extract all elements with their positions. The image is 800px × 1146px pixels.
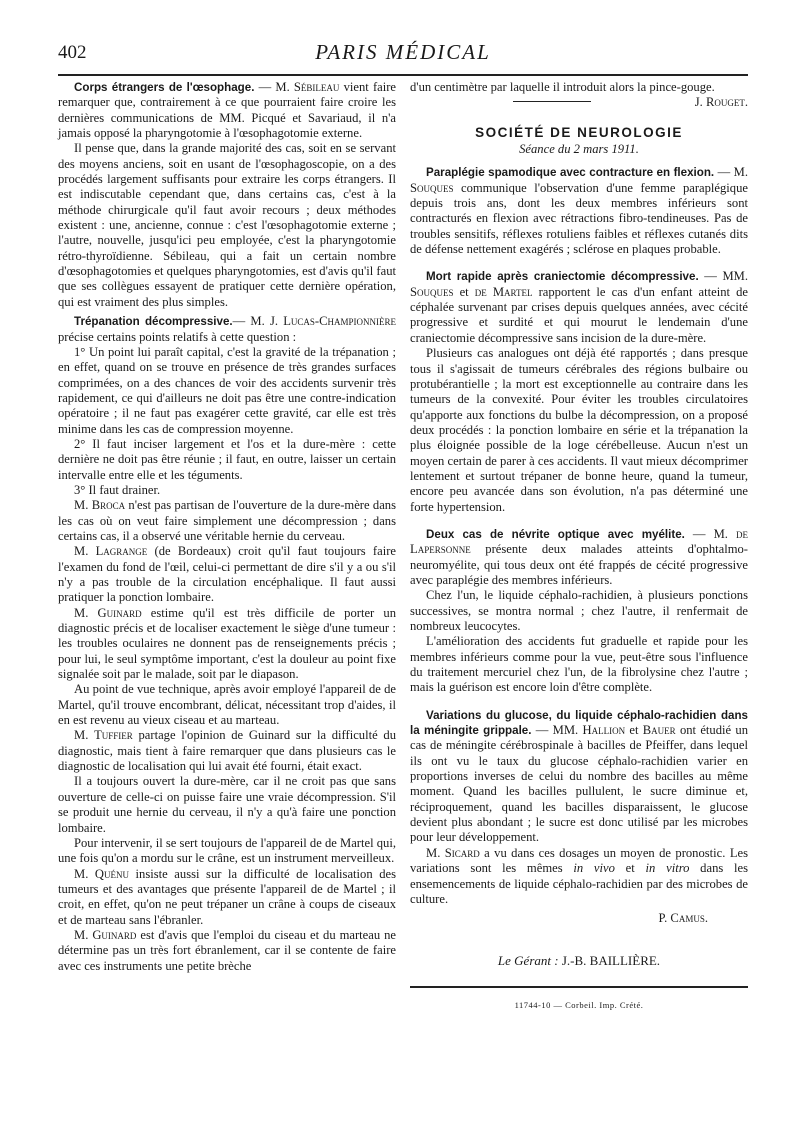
- author-name: Lagrange: [95, 544, 148, 559]
- author-signature: J. Rouget.: [694, 95, 748, 110]
- author-name: Sébileau: [293, 80, 340, 94]
- article-mort-rapide: Mort rapide après craniectomie décompressive. — MM. Souques et de Martel rapportent le cas d'un enfant atteint de céphalée survenant par crises depuis quelques années, avec cécité progressive et surdité et qui mourut le lendemain d'une craniectomie décompressive sans incision de la dure-mère.: [410, 269, 748, 345]
- gerant-name: J.-B. BAILLIÈRE.: [561, 952, 661, 968]
- author-name: Souques: [410, 284, 454, 299]
- rubric-heading: Corps étrangers de l'œsophage.: [74, 81, 255, 94]
- session-date: Séance du 2 mars 1911.: [519, 142, 639, 157]
- printer-imprint: 11744-10 — Corbeil. Imp. Crété.: [514, 999, 644, 1010]
- page-header: [58, 40, 748, 76]
- paragraph-continued: d'un centimètre par laquelle il introduit alors la pince-gouge.: [410, 80, 715, 94]
- separator-rule: [513, 101, 591, 102]
- article-nevrite: Deux cas de névrite optique avec myélite. — M. de Lapersonne présente deux malades atteints d'ophtalmo-neuromyélite, qui tous deux ont été frappés de cécité progressive avec paraplégie des membres inférieurs.: [410, 526, 748, 587]
- paragraph: Il a toujours ouvert la dure-mère, car il ne croit pas que sans ouverture de celle-ci on puisse faire une vraie décompression. S'il se produit une hernie du cerveau, il n'y a qu'à faire une ponction lombaire.: [58, 774, 396, 835]
- paragraph: 1° Un point lui paraît capital, c'est la gravité de la trépanation ; en effet, quand on se trouve en présence de très grandes surfaces comprimées, on a des chances de voir des accidents survenir très rapidement, ce qui d'ailleurs ne doit pas être une contre-indication opératoire ; il ne faut pas exagérer cette gravité, car elle est très minime dans les cas de compression moyenne.: [58, 344, 396, 436]
- paragraph: Il pense que, dans la grande majorité des cas, soit en se servant des moyens anciens, soit en usant de l'œsophagoscopie, on a des procédés largement suffisants pour extraire les corps étrangers. Il est indiscutable cependant que, dans certains cas, c'est à la méthode chirurgicale qu'il faut avoir recours ; deux méthodes existent : une, ancienne, connue : c'est l'œsophagotomie externe ; l'autre, nouvelle, jusqu'ici peu employée, c'est la pharyngotomie rétro-thyroïdienne. Sébileau, qui a fait un certain nombre d'œsophagotomies et quelques pharyngotomies, est d'avis qu'il faut que ses collègues essayent de pratiquer cette dernière opération, qui est vraiment des plus simples.: [58, 141, 396, 309]
- footer-rule: [410, 986, 748, 988]
- left-column: [58, 80, 396, 974]
- author-name: Broca: [91, 498, 126, 513]
- paragraph: 2° Il faut inciser largement et l'os et la dure-mère : cette dernière ne doit pas être réunie ; il faut, en outre, laisser un certain intervalle entre elle et les téguments.: [58, 436, 396, 482]
- rubric-heading: Variations du glucose, du liquide céphalo-rachidien dans la méningite grippale.: [410, 708, 748, 738]
- paragraph: M. Quénu insiste aussi sur la difficulté de localisation des tumeurs et des avantages que présente l'appareil de de Martel ; il croit, en effet, qu'on ne peut trépaner un crâne à coups de ciseaux et de marteau sans l'ébranler.: [58, 866, 396, 927]
- author-name: Guinard: [97, 605, 142, 620]
- author-name: Quénu: [94, 866, 129, 881]
- article-oesophage: Corps étrangers de l'œsophage. — M. Sébileau vient faire remarquer que, contrairement à ce que pourraient faire croire les dernières communications de MM. Picqué et Savariaud, il n'a jamais opposé la pharyngotomie à l'œsophagotomie externe.: [58, 80, 397, 141]
- author-name: de Lapersonne: [410, 526, 748, 557]
- paragraph: Au point de vue technique, après avoir employé l'appareil de de Martel, qu'il trouve encombrant, délicat, nécessitant trop d'aides, il en est revenu au vieux ciseau et au marteau.: [58, 682, 396, 728]
- author-name: Sicard: [444, 845, 480, 860]
- author-name: de Martel: [474, 284, 533, 299]
- paragraph: Plusieurs cas analogues ont déjà été rapportés ; dans presque tous il s'agissait de tumeurs cérébrales des régions bulbaire ou protubérantielle ; la mort est exceptionnelle au contraire dans les tumeurs de la convexité. Pour éviter les troubles circulatoires qu'apporte aux fonctions du bulbe la décompression, on a proposé deux procédés : la ponction lombaire en série et la trépanation la plus éloignée possible de la loge cérébelleuse. Aucun n'est un moyen certain de parer à ces accidents. Il vaut mieux décomprimer lentement et surtout trépaner de bonne heure, quand la tumeur, encore peu avancée dans son évolution, n'a pas déterminé une forte hypertension.: [410, 346, 748, 514]
- article-glucose: Variations du glucose, du liquide céphalo-rachidien dans la méningite grippale. — MM. Hallion et Bauer ont étudié un cas de méningite cérébrospinale à bacilles de Pfeiffer, dans lequel ils ont vu le taux du glucose céphalo-rachidien varier en proportions inverses de celui du nombre des bacilles au même moment. Quand les bacilles pullulent, le sucre diminue et, réciproquement, quand les bacilles disparaissent, le glucose devient plus abondant ; le sucre est donc utilisé par les microbes pour leur développement.: [410, 708, 748, 845]
- rubric-heading: Paraplégie spamodique avec contracture en flexion.: [426, 166, 715, 180]
- section-title: SOCIÉTÉ DE NEUROLOGIE: [475, 124, 683, 140]
- gerant-label: Le Gérant :: [497, 952, 559, 968]
- paragraph: M. Broca n'est pas partisan de l'ouverture de la dure-mère dans les cas où on veut faire simplement une décompression ; dans certains cas, il a observé une véritable hernie du cerveau.: [58, 498, 396, 543]
- paragraph: M. Lagrange (de Bordeaux) croit qu'il faut toujours faire l'examen du fond de l'œil, celui-ci permettant de dire s'il y a ou s'il n'y a pas trouble de la circulation encéphalique. Il faut aussi pratiquer la ponction lombaire.: [58, 544, 396, 605]
- rubric-heading: Trépanation décompressive.: [74, 315, 233, 329]
- page-number: 402: [58, 42, 87, 63]
- paragraph: M. Guinard estime qu'il est très difficile de porter un diagnostic précis et de localiser exactement le siège d'une tumeur : les troubles oculaires ne donnent pas de renseignements précis ; pour lui, le seul symptôme important, c'est la douleur au point fixe signalée soit par le malade, soit par le diapason.: [58, 605, 396, 682]
- author-signature: P. Camus.: [658, 911, 708, 926]
- paragraph: M. Guinard est d'avis que l'emploi du ciseau et du marteau ne détermine pas un très fort ébranlement, car il se contente de faire avec ces instruments une petite brèche: [58, 927, 396, 973]
- paragraph: L'amélioration des accidents fut graduelle et rapide pour les membres inférieurs comme pour la vue, peut-être sous l'influence du traitement mercuriel chez l'un, de la fibrolysine chez l'autre ; mais la guérison est encore loin d'être complète.: [410, 634, 748, 695]
- author-name: Souques: [410, 180, 454, 195]
- running-title: PARIS MÉDICAL: [315, 40, 491, 64]
- publisher-line: [410, 953, 748, 968]
- paragraph: 3° Il faut drainer.: [74, 482, 161, 497]
- author-name: Lucas-Championnière: [283, 314, 396, 329]
- paragraph: Pour intervenir, il se sert toujours de l'appareil de de Martel qui, une fois qu'on a mordu sur le crâne, est un instrument merveilleux.: [58, 835, 396, 866]
- article-paraplegie: Paraplégie spamodique avec contracture en flexion. — M. Souques communique l'observation d'une femme paraplégique depuis trois ans, dont les deux membres inférieurs sont contracturés en flexion avec rétractions fibro-tendineuses. Pas de troubles sensitifs, réflexes rotuliens faibles et réflexes cutanés dits de défense nettement exagérés ; sclérose en plaques probable.: [410, 165, 748, 257]
- signature-line: [410, 95, 748, 110]
- author-name: Guinard: [92, 927, 137, 942]
- rubric-heading: Mort rapide après craniectomie décompressive.: [426, 270, 699, 284]
- paragraph: M. Sicard a vu dans ces dosages un moyen de pronostic. Les variations sont les mêmes in vivo et in vitro dans les ensemencements de liquide céphalo-rachidien par des microbes de culture.: [410, 845, 749, 906]
- author-name: Tuffier: [94, 728, 133, 743]
- author-name: Bauer: [642, 723, 676, 738]
- article-trepanation: Trépanation décompressive.— M. J. Lucas-Championnière précise certains points relatifs à cette question :: [58, 314, 396, 344]
- paragraph: M. Tuffier partage l'opinion de Guinard sur la difficulté du diagnostic, mais tient à faire remarquer que dans plusieurs cas le diagnostic de localisation qui lui avait été fourni, était exact.: [58, 728, 397, 774]
- right-column: [410, 80, 748, 1013]
- rubric-heading: Deux cas de névrite optique avec myélite.: [426, 527, 685, 541]
- paragraph: Chez l'un, le liquide céphalo-rachidien, à plusieurs ponctions successives, se montra normal ; chez l'autre, il renfermait de nombreux leucocytes.: [410, 588, 748, 633]
- author-name: Hallion: [582, 723, 626, 738]
